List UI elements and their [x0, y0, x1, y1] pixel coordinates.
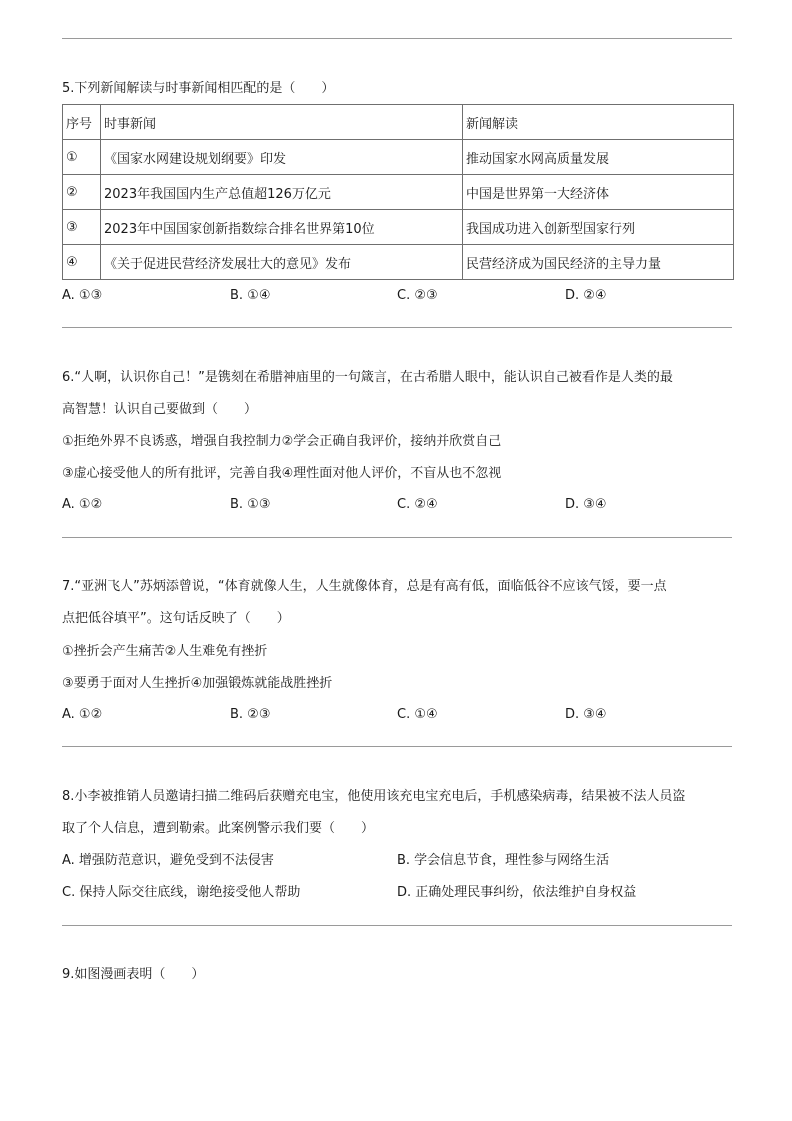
- q8-option-c: C. 保持人际交往底线，谢绝接受他人帮助: [62, 885, 301, 900]
- question-6-stem-line-1: 6.“人啊，认识你自己！”是镌刻在希腊神庙里的一句箴言，在古希腊人眼中，能认识自己被看作是人类的最: [62, 370, 673, 385]
- table-cell: 推动国家水网高质量发展: [463, 140, 734, 175]
- q5-option-b: B. ①④: [230, 288, 271, 303]
- question-7-stem-line-1: 7.“亚洲飞人”苏炳添曾说，“体育就像人生，人生就像体育，总是有高有低，面临低谷不应该气馁，要一点: [62, 579, 667, 594]
- table-cell: 2023年中国国家创新指数综合排名世界第10位: [101, 210, 463, 245]
- table-cell: ①: [63, 140, 101, 175]
- q8-option-b: B. 学会信息节食，理性参与网络生活: [397, 853, 610, 868]
- table-cell: ③: [63, 210, 101, 245]
- question-7-stem-line-2: 点把低谷填平”。这句话反映了（ ）: [62, 611, 290, 626]
- question-6-items-line-2: ③虚心接受他人的所有批评，完善自我④理性面对他人评价，不盲从也不忽视: [62, 466, 502, 481]
- q8-option-a: A. 增强防范意识，避免受到不法侵害: [62, 853, 274, 868]
- section-divider: [62, 537, 732, 538]
- table-cell: 《国家水网建设规划纲要》印发: [101, 140, 463, 175]
- question-7-items-line-2: ③要勇于面对人生挫折④加强锻炼就能战胜挫折: [62, 676, 333, 691]
- table-cell: 民营经济成为国民经济的主导力量: [463, 245, 734, 280]
- question-6-stem-line-2: 高智慧！认识自己要做到（ ）: [62, 402, 258, 417]
- news-table: [62, 104, 734, 280]
- table-cell: ②: [63, 175, 101, 210]
- q7-option-d: D. ③④: [565, 707, 607, 722]
- question-7-items-line-1: ①挫折会产生痛苦②人生难免有挫折: [62, 644, 268, 659]
- table-row: [63, 210, 734, 245]
- section-divider: [62, 746, 732, 747]
- table-cell: 我国成功进入创新型国家行列: [463, 210, 734, 245]
- question-9-stem: 9.如图漫画表明（ ）: [62, 967, 205, 982]
- section-divider: [62, 38, 732, 39]
- table-header-cell: 序号: [63, 105, 101, 140]
- q7-option-b: B. ②③: [230, 707, 271, 722]
- table-row: [63, 175, 734, 210]
- table-header-row: [63, 105, 734, 140]
- question-8-stem-line-2: 取了个人信息，遭到勒索。此案例警示我们要（ ）: [62, 821, 375, 836]
- section-divider: [62, 925, 732, 926]
- q6-option-c: C. ②④: [397, 497, 438, 512]
- q5-option-a: A. ①③: [62, 288, 103, 303]
- table-cell: 2023年我国国内生产总值超126万亿元: [101, 175, 463, 210]
- table-header-cell: 时事新闻: [101, 105, 463, 140]
- q6-option-b: B. ①③: [230, 497, 271, 512]
- section-divider: [62, 327, 732, 328]
- question-5-stem: 5.下列新闻解读与时事新闻相匹配的是（ ）: [62, 81, 335, 96]
- question-6-items-line-1: ①拒绝外界不良诱惑，增强自我控制力②学会正确自我评价，接纳并欣赏自己: [62, 434, 502, 449]
- q7-option-c: C. ①④: [397, 707, 438, 722]
- table-cell: ④: [63, 245, 101, 280]
- table-cell: 中国是世界第一大经济体: [463, 175, 734, 210]
- q6-option-a: A. ①②: [62, 497, 103, 512]
- table-row: [63, 245, 734, 280]
- question-8-stem-line-1: 8.小李被推销人员邀请扫描二维码后获赠充电宝，他使用该充电宝充电后，手机感染病毒，结果被不法人员盗: [62, 789, 686, 804]
- q6-option-d: D. ③④: [565, 497, 607, 512]
- table-cell: 《关于促进民营经济发展壮大的意见》发布: [101, 245, 463, 280]
- q5-option-d: D. ②④: [565, 288, 607, 303]
- q8-option-d: D. 正确处理民事纠纷，依法维护自身权益: [397, 885, 637, 900]
- q7-option-a: A. ①②: [62, 707, 103, 722]
- q5-option-c: C. ②③: [397, 288, 438, 303]
- table-header-cell: 新闻解读: [463, 105, 734, 140]
- table-row: [63, 140, 734, 175]
